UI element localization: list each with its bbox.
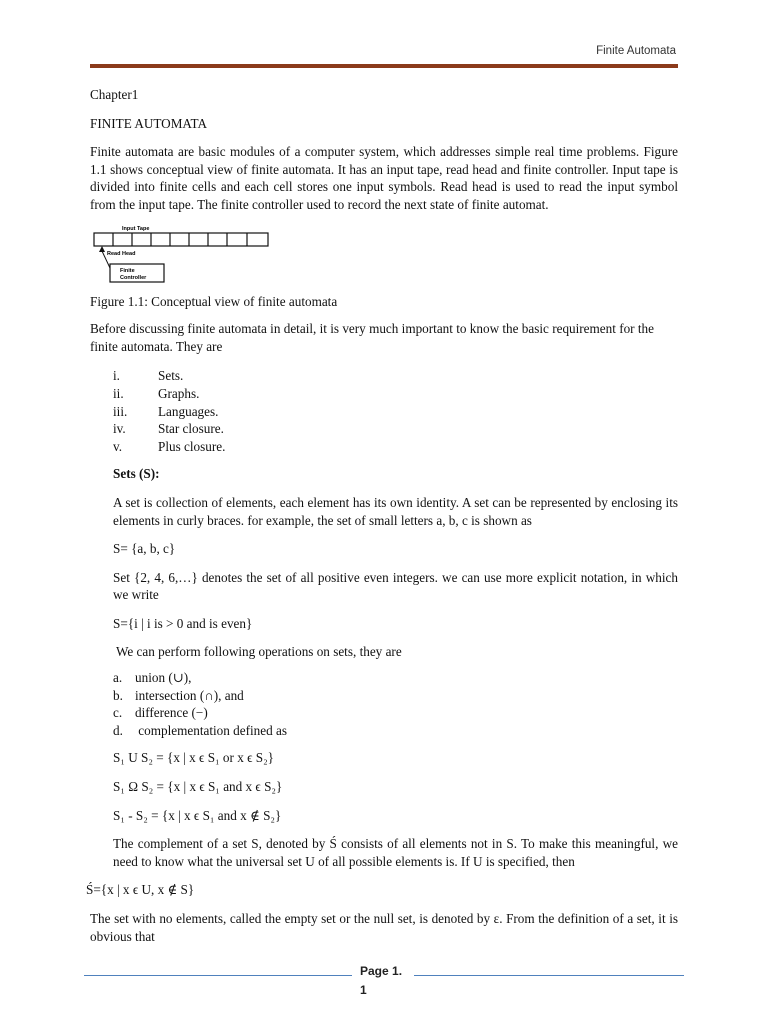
list-item: ii. Graphs. bbox=[113, 385, 200, 401]
requirements-intro: Before discussing finite automata in detail, it is very much important to know the basic requirement for the finite automata. They are bbox=[90, 321, 654, 354]
figure-caption: Figure 1.1: Conceptual view of finite automata bbox=[90, 293, 338, 309]
list-item: c. difference (−) bbox=[113, 705, 208, 721]
list-item: a. union (∪), bbox=[113, 670, 192, 686]
page-content bbox=[86, 86, 678, 945]
operations-list bbox=[90, 669, 678, 739]
list-item: b. intersection (∩), and bbox=[113, 687, 244, 703]
header-rule bbox=[90, 64, 678, 68]
running-header-title: Finite Automata bbox=[596, 45, 676, 57]
footer-rule-right bbox=[414, 975, 684, 976]
formula-difference: S₁ - S₂ = {x | x ϵ S₁ and x ∉ S₂} bbox=[113, 807, 282, 823]
complement-text: The complement of a set S, denoted by Ś consists of all elements not in S. To make this meaningful, we need to know what the universal set U of all possible elements is. If U is specified, then bbox=[113, 836, 678, 869]
figure-diagram bbox=[90, 224, 272, 286]
figure-controller-label-2: Controller bbox=[120, 274, 147, 281]
list-item: i. Sets. bbox=[113, 368, 184, 384]
complement-formula: Ś={x | x ϵ U, x ∉ S} bbox=[86, 882, 195, 898]
figure-head-label: Read Head bbox=[107, 250, 136, 257]
figure-controller-label-1: Finite bbox=[120, 267, 135, 274]
empty-set-text: The set with no elements, called the empty set or the null set, is denoted by ε. From the definition of a set, it is obvious that bbox=[90, 911, 678, 944]
figure-finite-automata bbox=[90, 224, 678, 286]
even-notation: S={i | i is > 0 and is even} bbox=[113, 615, 253, 631]
footer-page-digit: 1 bbox=[360, 983, 367, 997]
section-title: FINITE AUTOMATA bbox=[90, 115, 208, 131]
operations-intro: We can perform following operations on sets, they are bbox=[116, 644, 402, 660]
sets-definition: A set is collection of elements, each element has its own identity. A set can be represented by enclosing its elements in curly braces. for example, the set of small letters a, b, c is shown as bbox=[113, 494, 678, 528]
list-item: iv. Star closure. bbox=[113, 421, 224, 437]
footer-page-label: Page 1. bbox=[360, 964, 403, 978]
list-item: iii. Languages. bbox=[113, 403, 219, 419]
input-tape-cells bbox=[94, 233, 268, 246]
formula-intersection: S₁ Ω S₂ = {x | x ϵ S₁ and x ϵ S₂} bbox=[113, 779, 283, 795]
even-integers-text: Set {2, 4, 6,…} denotes the set of all positive even integers. we can use more explicit notation, in which we write bbox=[113, 569, 678, 603]
figure-tape-label: Input Tape bbox=[122, 225, 150, 232]
sets-example: S= {a, b, c} bbox=[113, 541, 176, 557]
chapter-label: Chapter1 bbox=[90, 87, 139, 102]
requirements-list bbox=[90, 367, 678, 455]
list-item: v. Plus closure. bbox=[113, 438, 226, 454]
sets-heading: Sets (S): bbox=[113, 466, 160, 482]
footer-rule-left bbox=[84, 975, 352, 976]
intro-paragraph: Finite automata are basic modules of a computer system, which addresses simple real time problems. Figure 1.1 shows conceptual view of finite automata. It has an input tape, read head and finite controller. Input tape is divided into finite cells and each cell stores one input symbols. Read head is used to read the input symbol from the input tape. The finite controller used to record the next state of finite automat. bbox=[90, 144, 678, 212]
footer-page-number bbox=[360, 962, 408, 1000]
formula-union: S₁ U S₂ = {x | x ϵ S₁ or x ϵ S₂} bbox=[113, 750, 274, 766]
list-item: d. complementation defined as bbox=[113, 722, 287, 738]
